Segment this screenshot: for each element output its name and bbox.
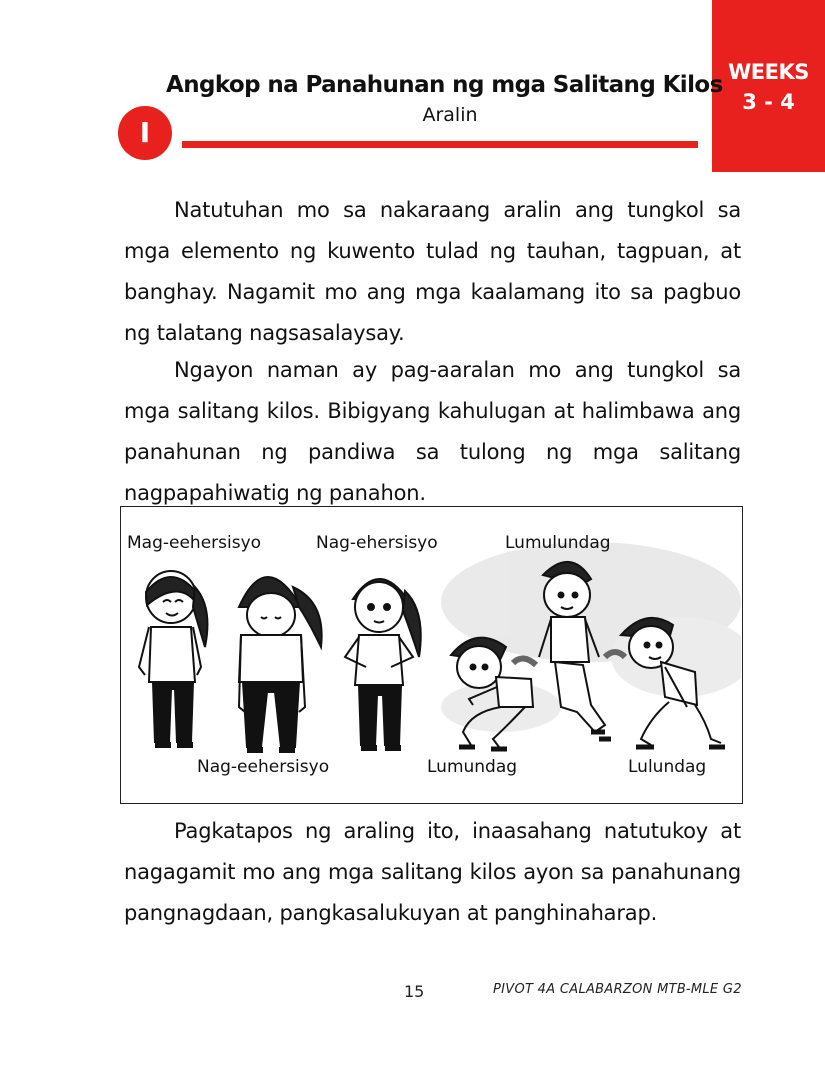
section-badge: I (118, 106, 172, 160)
footer-source: PIVOT 4A CALABARZON MTB-MLE G2 (493, 982, 742, 997)
figure-label-bottom: Lumundag (427, 757, 518, 777)
girl-bending-figure (239, 577, 322, 750)
figure-label-top: Nag-ehersisyo (316, 533, 438, 553)
figure-label-top: Lumulundag (505, 533, 611, 553)
illustration-box (120, 506, 743, 804)
title-divider (182, 141, 698, 148)
weeks-label: WEEKS (728, 60, 809, 84)
motion-arrow-icon (513, 658, 536, 665)
figure-label-top: Mag-eehersisyo (127, 533, 262, 553)
paragraph-topic: Ngayon naman ay pag-aaralan mo ang tungkol sa mga salitang kilos. Bibigyang kahulugan at halimbawa ang panahunan ng pandiwa sa tulong ng mga salitang nagpapahiwatig ng panahon. (124, 358, 741, 505)
figure-label-bottom: Nag-eehersisyo (197, 757, 330, 777)
paragraph-intro: Natutuhan mo sa nakaraang aralin ang tungkol sa mga elemento ng kuwento tulad ng tauhan, tagpuan, at banghay. Nagamit mo ang mga kaalamang ito sa pagbuo ng talatang nagsasalaysay. (124, 198, 741, 345)
lesson-title: Angkop na Panahunan ng mga Salitang Kilos (166, 72, 723, 98)
lesson-subtitle: Aralin (422, 104, 478, 126)
paragraph-objectives: Pagkatapos ng araling ito, inaasahang natutukoy at nagagamit mo ang mga salitang kilos ayon sa panahunang pangnagdaan, pangkasalukuyan at panghinaharap. (124, 819, 741, 925)
girl-stretching-figure (345, 579, 421, 748)
weeks-tab (712, 0, 825, 172)
page-number: 15 (404, 982, 425, 1001)
weeks-range: 3 - 4 (742, 90, 795, 114)
figure-label-bottom: Lulundag (628, 757, 707, 777)
girl-standing-figure (139, 571, 207, 745)
